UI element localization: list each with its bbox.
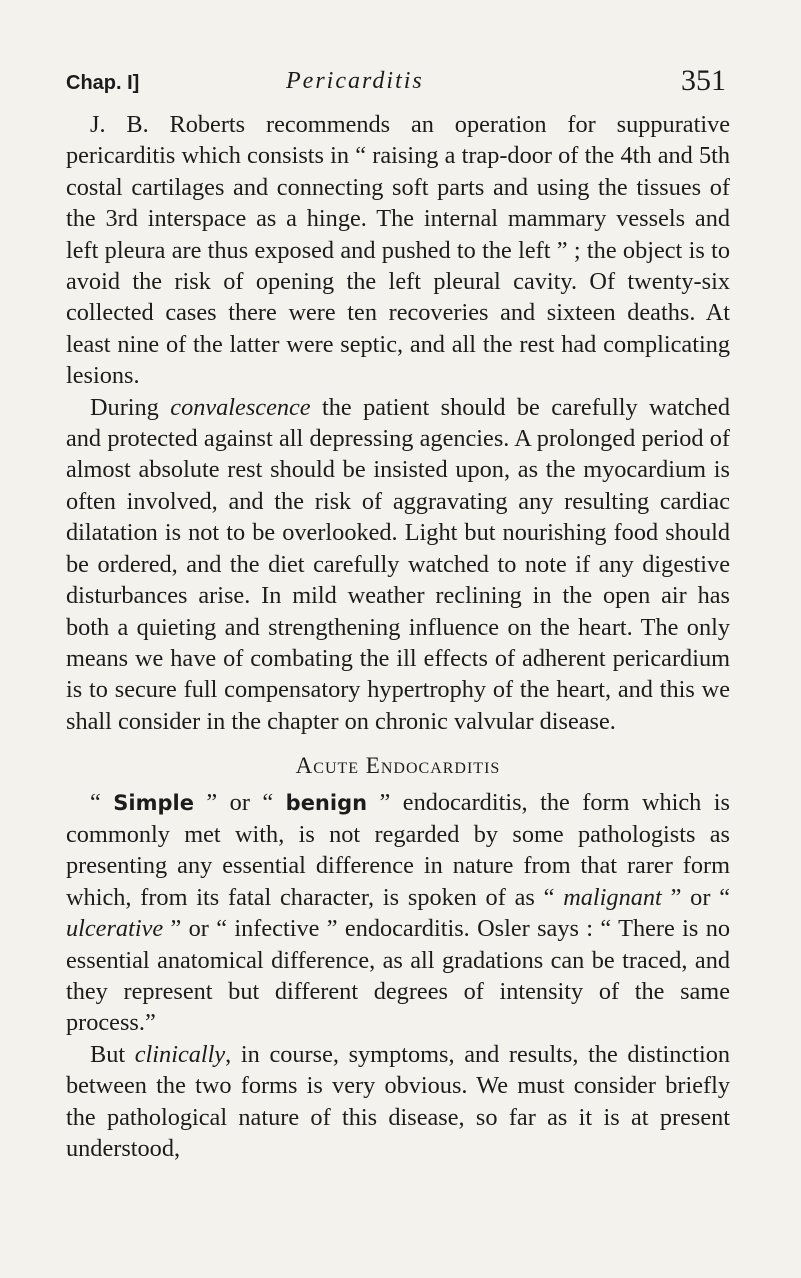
chapter-label: Chap. I] <box>66 72 140 94</box>
text-run: ” or “ infective ” endocarditis. Osler says : “ There is no essential anatomical difference, as all gradations can be traced, and they represent but different degrees of intensity of the same process.” <box>66 915 730 1037</box>
body-text <box>66 109 730 1164</box>
running-title: Pericarditis <box>286 68 424 94</box>
line: pleural cavity. Of twenty-six collected cases there <box>66 268 731 327</box>
line: were ten recoveries and sixteen deaths. At least <box>66 299 730 358</box>
line: connecting soft parts and using the tissues of the 3rd <box>66 173 730 233</box>
line: nine of the latter were septic, and all the rest had <box>117 330 597 358</box>
text-run: the patient should be carefully watched and protected against all depressing agencies. A prolonged period of almost absolute rest should be insisted upon, as the myocardium is often involved, and the risk of aggravating any resulting cardiac dilatation is not to be overlooked. Light but nourishing food should be ordered, and the diet carefully watched to note if any digestive disturbances arise. In mild weather reclining in the open air has both a quieting and strengthening influence on the heart. The only means we have of combating the ill effects of adherent pericardium is to secure full compensatory hypertrophy of the heart, and this we shall consider in the chapter on chronic valvular disease. <box>66 393 730 735</box>
line: interspace as a hinge. The internal mammary vessels <box>147 205 686 233</box>
bold-term: benign <box>285 790 368 815</box>
italic-term: clinically <box>134 1040 226 1068</box>
italic-term: convalescence <box>170 393 311 421</box>
text-run: But <box>90 1040 135 1068</box>
paragraph-clinically <box>66 1039 730 1165</box>
section-heading: Acute Endocarditis <box>295 753 501 779</box>
page-number: 351 <box>681 64 726 97</box>
text-run: “ <box>90 788 114 816</box>
paragraph-endocarditis-forms <box>66 787 730 1039</box>
line: J. B. Roberts recommends an operation for <box>90 111 596 138</box>
italic-term: ulcerative <box>66 915 164 943</box>
running-head <box>66 60 726 100</box>
text-run: During <box>90 393 171 421</box>
line: complicating lesions. <box>66 330 731 390</box>
paragraph-convalescence <box>66 392 730 737</box>
bold-term: Simple <box>113 790 194 815</box>
text-run: ” or “ <box>193 788 286 816</box>
line: suppurative pericarditis which consists in “ raising a <box>66 111 730 170</box>
italic-term: malignant <box>563 883 662 911</box>
paragraph-roberts-operation <box>66 109 730 392</box>
text-run: ” endocarditis, the form which is commonly met with, is not regarded by some pathologists as presenting any essential difference in nature from that rarer form which, from its fatal character, is spoken of as “ <box>66 788 731 911</box>
text-run: , in course, symptoms, and results, the distinction between the two forms is very obvious. We must consider briefly the pathological nature of this disease, so far as it is at present understood, <box>66 1040 730 1162</box>
text-run: ” or “ <box>661 883 730 911</box>
line: trap-door of the 4th and 5th costal cartilages and <box>66 142 731 201</box>
line: left ” ; the object is to avoid the risk of opening the left <box>66 236 731 296</box>
line: and left pleura are thus exposed and pushed to the <box>66 205 730 264</box>
